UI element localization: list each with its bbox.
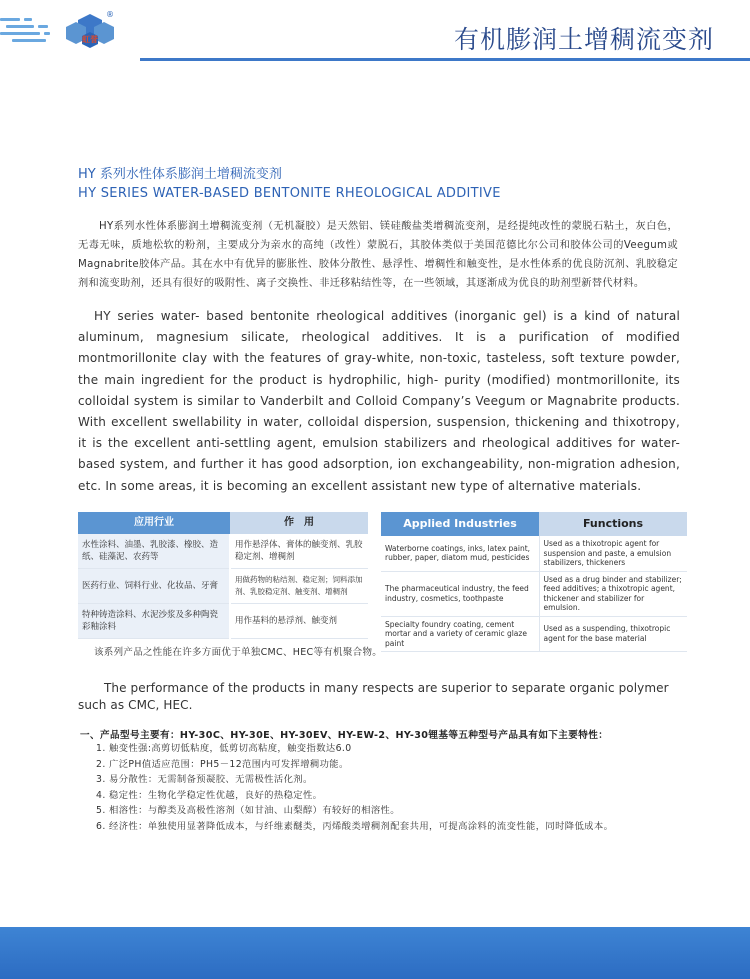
registered-mark: ®	[106, 10, 114, 19]
function-cell: 用作基料的悬浮剂、触变剂	[230, 604, 368, 639]
page-header	[0, 0, 750, 62]
table-row	[381, 536, 687, 571]
table-row	[78, 569, 368, 604]
applications-table-cn	[78, 512, 368, 639]
column-header: 应用行业	[78, 512, 230, 534]
function-cell: 用作悬浮体、膏体的触变剂、乳胶稳定剂、增稠剂	[230, 534, 368, 569]
industry-cell: 水性涂料、油墨、乳胶漆、橡胶、造纸、硅藻泥、农药等	[78, 534, 230, 569]
function-cell: Used as a thixotropic agent for suspension and paste, a emulsion stabilizers, thickeners	[539, 536, 687, 571]
table-header-row	[381, 512, 687, 536]
feature-list	[96, 741, 613, 834]
table-header-row	[78, 512, 368, 534]
header-decoration	[0, 18, 70, 48]
list-item: 2. 广泛PH值适应范围：PH5－12范围内可发挥增稠功能。	[96, 758, 349, 770]
function-cell: Used as a suspending, thixotropic agent for the base material	[539, 616, 687, 652]
models-heading: 一、产品型号主要有：HY-30C、HY-30E、HY-30EV、HY-EW-2、HY-30锂基等五种型号产品具有如下主要特性：	[80, 730, 609, 741]
table-row	[78, 604, 368, 639]
list-item: 5. 相溶性：与醇类及高极性溶剂（如甘油、山梨醇）有较好的相溶性。	[96, 805, 400, 816]
industry-cell: Waterborne coatings, inks, latex paint, rubber, paper, diatom mud, pesticides	[381, 536, 539, 571]
logo-text: 虹誉	[82, 35, 98, 44]
applications-table-en	[381, 512, 687, 652]
function-cell: 用做药物的粘结剂、稳定剂；饲料添加剂、乳胶稳定剂、触变剂、增稠剂	[230, 569, 368, 604]
performance-note-cn: 该系列产品之性能在许多方面优于单独CMC、HEC等有机聚合物。	[94, 647, 383, 658]
section-title-cn: HY 系列水性体系膨润土增稠流变剂	[78, 167, 282, 182]
intro-paragraph-cn: HY系列水性体系膨润土增稠流变剂（无机凝胶）是天然铝、镁硅酸盐类增稠流变剂，是经提纯改性的蒙脱石粘土，灰白色，无毒无味，质地松软的粉剂，主要成分为亲水的高纯（改性）蒙脱石，其胶体类似于美国范德比尔公司和胶体公司的Veegum或Magnabrite胶体产品。其在水中有优异的膨胀性、胶体分散性、悬浮性、增稠性和触变性，是水性体系的优良防沉剂、乳胶稳定剂和流变助剂，还具有很好的吸附性、离子交换性、非迁移粘结性等，在一些领域，其逐渐成为优良的助剂型新替代材料。	[78, 221, 678, 289]
footer-band	[0, 927, 750, 979]
table-row	[78, 534, 368, 569]
industry-cell: The pharmaceutical industry, the feed industry, cosmetics, toothpaste	[381, 571, 539, 616]
column-header: 作 用	[230, 512, 368, 534]
column-header: Applied Industries	[381, 512, 539, 536]
list-item: 4. 稳定性：生物化学稳定性优越，良好的热稳定性。	[96, 789, 323, 801]
column-header: Functions	[539, 512, 687, 536]
list-item: 6. 经济性：单独使用显著降低成本，与纤维素醚类，丙烯酸类增稠剂配套共用，可提高涂料的流变性能，同时降低成本。	[96, 820, 614, 832]
performance-note-en: The performance of the products in many respects are superior to separate organic polymer such as CMC, HEC.	[78, 681, 669, 712]
industry-cell: 特种铸造涂料、水泥沙浆及多种陶瓷彩釉涂料	[78, 604, 230, 639]
list-item: 3. 易分散性：无需制备预凝胶、无需极性活化剂。	[96, 774, 313, 785]
intro-paragraph-en: HY series water- based bentonite rheological additives (inorganic gel) is a kind of natural aluminum, magnesium silicate, rheological additives. It is a purification of modified montmorillonite clay with the features of gray-white, non-toxic, tasteless, soft texture powder, the main ingredient for the product is hydrophilic, high- purity (modified) montmorillonite, its colloidal system is similar to Vanderbilt and Colloid Company’s Veegum or Magnabrite products. With excellent swellability in water, colloidal dispersion, suspension, thickening and thixotropy, it is the excellent anti-settling agent, emulsion stabilizers and rheological additives for water-based system, and further it has good adsorption, ion exchangeability, non-migration adhesion, etc. In some areas, it is becoming an excellent assistant new type of alternative materials.	[78, 309, 680, 493]
table-row	[381, 616, 687, 652]
page-title: 有机膨润土增稠流变剂	[453, 25, 714, 54]
table-row	[381, 571, 687, 616]
header-divider	[140, 58, 750, 61]
industry-cell: 医药行业、饲料行业、化妆品、牙膏	[78, 569, 230, 604]
list-item: 1. 触变性强:高剪切低粘度，低剪切高粘度，触变指数达6.0	[96, 743, 352, 754]
section-title-en: HY SERIES WATER-BASED BENTONITE RHEOLOGICAL ADDITIVE	[78, 186, 501, 201]
industry-cell: Specialty foundry coating, cement mortar and a variety of ceramic glaze paint	[381, 616, 539, 652]
function-cell: Used as a drug binder and stabilizer; feed additives; a thixotropic agent, thickener and stabilizer for emulsion.	[539, 571, 687, 616]
